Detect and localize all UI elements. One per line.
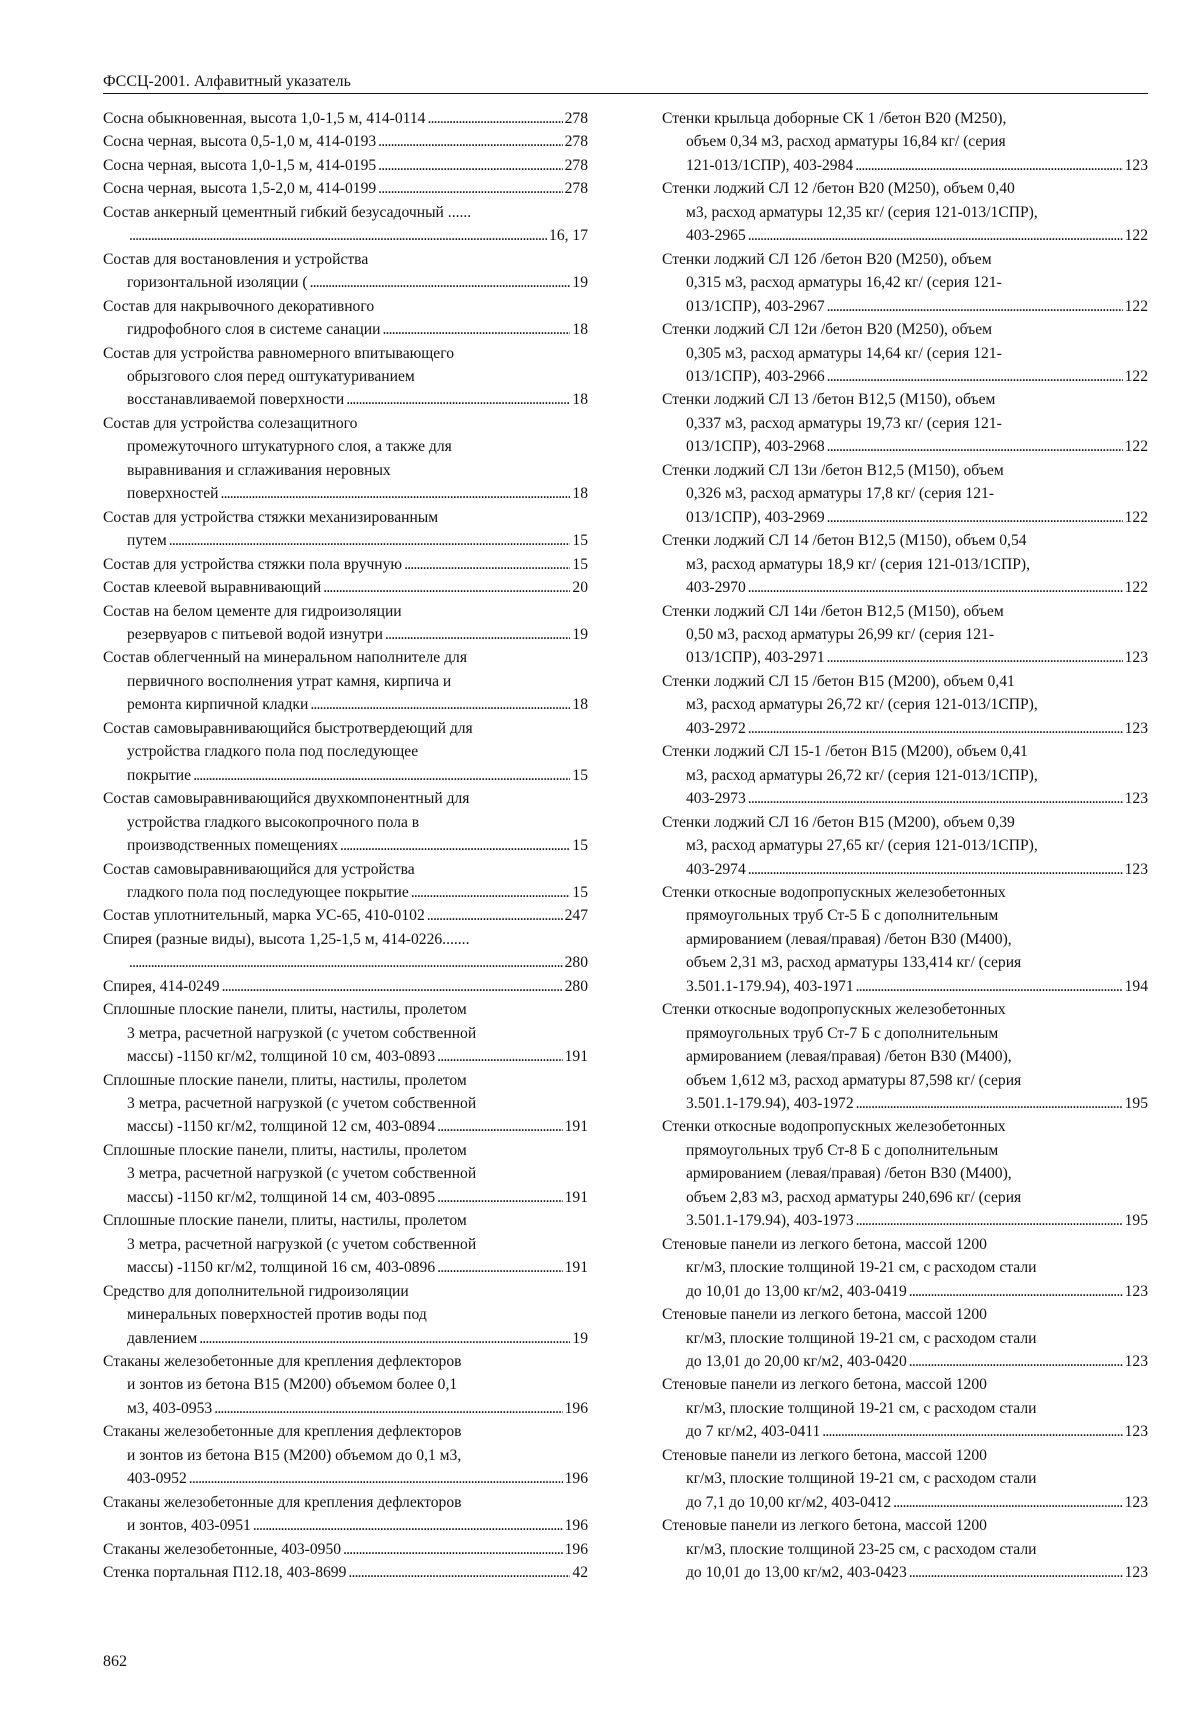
page-reference: 18 [572,321,588,339]
index-entry-text: массы) -1150 кг/м2, толщиной 16 см, 403-0896 [127,1259,436,1277]
index-entry-text: Стенка портальная П12.18, 403-8699 [103,1564,347,1582]
index-entry-text: Сплошные плоские панели, плиты, настилы, пролетом [103,1001,467,1019]
index-entry-text: м3, 403-0953 [127,1399,213,1417]
index-entry-text: устройства гладкого пола под последующее [127,743,419,761]
dot-leader [129,951,563,974]
index-entry-text: объем 2,31 м3, расход арматуры 133,414 кг/ (серия [686,954,1022,972]
dot-leader [404,553,570,576]
page-reference: 196 [564,1470,588,1488]
index-entry [103,248,588,295]
index-entry-text: Стаканы железобетонные для крепления дефлекторов [103,1493,462,1511]
dot-leader [855,154,1122,177]
index-entry-text: 0,50 м3, расход арматуры 26,99 кг/ (серия 121- [686,625,995,643]
index-entry [662,529,1148,599]
index-entry [662,1233,1148,1303]
dot-leader [214,1397,562,1420]
index-entry-text: Сплошные плоские панели, плиты, настилы, пролетом [103,1071,467,1089]
page-reference: 122 [1124,438,1148,456]
page-reference: 122 [1124,367,1148,385]
dot-leader [827,646,1123,669]
dot-leader [385,623,570,646]
page-reference: 18 [572,391,588,409]
index-entry-text: армированием (левая/правая) /бетон В30 (М400), [686,1048,1012,1066]
index-entry-text: кг/м3, плоские толщиной 19-21 см, с расходом стали [686,1259,1037,1277]
index-entry-text: Стенки лоджий СЛ 14 /бетон В12,5 (М150), объем 0,54 [662,532,1027,550]
page-reference: 18 [572,485,588,503]
dot-leader [129,224,547,247]
dot-leader [310,693,570,716]
index-entry [103,1350,588,1420]
index-entry-text: Состав для накрывочного декоративного [103,297,375,315]
index-entry-text: до 10,01 до 13,00 кг/м2, 403-0419 [686,1282,907,1300]
index-entry-text: 403-0952 [127,1470,187,1488]
index-entry-text: восстанавливаемой поверхности [127,391,345,409]
index-entry-text: Стенки лоджий СЛ 13и /бетон В12,5 (М150), объем [662,461,1004,479]
index-entry [662,600,1148,670]
dot-leader [220,482,570,505]
page-reference: 16, 17 [549,227,588,245]
dot-leader [427,904,563,927]
index-entry-text: Стенки лоджий СЛ 14и /бетон В12,5 (М150), объем [662,602,1004,620]
index-entry-text: выравнивания и сглаживания неровных [127,461,391,479]
index-entry-text: Стенки откосные водопропускных железобетонных [662,883,1006,901]
index-entry [103,1209,588,1279]
index-entry-text: Сплошные плоские панели, плиты, настилы, пролетом [103,1212,467,1230]
page-reference: 123 [1124,649,1148,667]
page-reference: 195 [1124,1095,1148,1113]
index-entry-text: 0,305 м3, расход арматуры 14,64 кг/ (серия 121- [686,344,1002,362]
index-entry-text: Сосна черная, высота 1,0-1,5 м, 414-0195 [103,156,377,174]
index-entry [103,998,588,1068]
index-entry [103,717,588,787]
page-reference: 194 [1124,977,1148,995]
index-entry-text: м3, расход арматуры 26,72 кг/ (серия 121-013/1СПР), [686,696,1038,714]
dot-leader [323,576,570,599]
index-entry-text: 013/1СПР), 403-2967 [686,297,825,315]
index-entry-text: поверхностей [127,485,219,503]
index-entry-text: 3.501.1-179.94), 403-1971 [686,977,854,995]
index-entry [103,787,588,857]
index-entry-text: Стеновые панели из легкого бетона, массой 1200 [662,1235,987,1253]
index-entry [103,928,588,975]
index-entry-text: Состав самовыравнивающийся быстротвердеющий для [103,719,473,737]
index-entry-text: первичного восполнения утрат камня, кирпича и [127,672,452,690]
page-reference: 123 [1124,1493,1148,1511]
index-entry-text: 3 метра, расчетной нагрузкой (с учетом собственной [127,1235,477,1253]
page-reference: 15 [572,555,588,573]
dot-leader [348,1561,570,1584]
page-reference: 122 [1124,579,1148,597]
page-reference: 191 [564,1259,588,1277]
index-entry-text: Спирея, 414-0249 [103,977,220,995]
dot-leader [253,1514,563,1537]
page-reference: 123 [1124,1353,1148,1371]
index-entry [103,1069,588,1139]
index-entry-text: до 10,01 до 13,00 кг/м2, 403-0423 [686,1564,907,1582]
index-entry-text: Стеновые панели из легкого бетона, массой 1200 [662,1376,987,1394]
page-reference: 123 [1124,860,1148,878]
index-entry-text: Средство для дополнительной гидроизоляции [103,1282,409,1300]
index-entry-text: Состав облегченный на минеральном наполнителе для [103,649,468,667]
index-entry [662,811,1148,881]
page-reference: 15 [572,837,588,855]
page-reference: 196 [564,1540,588,1558]
index-entry-text: 3 метра, расчетной нагрузкой (с учетом собственной [127,1165,477,1183]
page-reference: 20 [572,579,588,597]
dot-leader [909,1350,1123,1373]
index-entry [103,412,588,506]
index-entry-text: Стенки лоджий СЛ 12и /бетон В20 (М250), объем [662,321,993,339]
index-entry-text: объем 2,83 м3, расход арматуры 240,696 кг/ (серия [686,1188,1022,1206]
index-entry-text: покрытие [127,766,192,784]
index-entry-text: 013/1СПР), 403-2968 [686,438,825,456]
index-entry-text: 013/1СПР), 403-2966 [686,367,825,385]
index-entry-text: производственных помещениях [127,837,338,855]
index-entry-text: 013/1СПР), 403-2969 [686,508,825,526]
index-entry-text: м3, расход арматуры 18,9 кг/ (серия 121-013/1СПР), [686,555,1030,573]
index-entry-text: армированием (левая/правая) /бетон В30 (М400), [686,1165,1012,1183]
index-entry [103,975,588,998]
index-entry-text: 0,315 м3, расход арматуры 16,42 кг/ (серия 121- [686,274,1002,292]
page-reference: 123 [1124,1564,1148,1582]
index-entry [103,904,588,927]
index-entry-text: 013/1СПР), 403-2971 [686,649,825,667]
index-entry-text: Стаканы железобетонные для крепления дефлекторов [103,1423,462,1441]
index-entry [662,248,1148,318]
page-reference: 19 [572,625,588,643]
index-entry-text: Состав на белом цементе для гидроизоляции [103,602,402,620]
dot-leader [827,365,1123,388]
page-reference: 123 [1124,790,1148,808]
index-entry-text: и зонтов из бетона В15 (М200) объемом более 0,1 [127,1376,458,1394]
page-reference: 280 [564,954,588,972]
index-entry [662,998,1148,1115]
dot-leader [340,834,570,857]
index-entry-text: Сосна черная, высота 1,5-2,0 м, 414-0199 [103,180,377,198]
index-entry [662,740,1148,810]
index-entry-text: Стенки откосные водопропускных железобетонных [662,1001,1006,1019]
page-reference: 122 [1124,508,1148,526]
dot-leader [382,318,570,341]
index-entry-text: Стеновые панели из легкого бетона, массой 1200 [662,1306,987,1324]
index-entry-text: давлением [127,1329,198,1347]
index-entry-text: и зонтов из бетона В15 (М200) объемом до 0,1 м3, [127,1446,462,1464]
dot-leader [343,1538,563,1561]
page-reference: 278 [564,180,588,198]
index-entry-text: Сосна обыкновенная, высота 1,0-1,5 м, 414-0114 [103,110,426,127]
index-entry-text: 3.501.1-179.94), 403-1973 [686,1212,854,1230]
index-entry-text: Состав самовыравнивающийся для устройства [103,860,415,878]
page-reference: 15 [572,532,588,550]
page-reference: 280 [564,977,588,995]
index-entry-text: Состав для устройства стяжки пола вручную [103,555,403,573]
page-reference: 123 [1124,719,1148,737]
page-reference: 123 [1124,1423,1148,1441]
index-entry [103,1538,588,1561]
index-entry-text: Стеновые панели из легкого бетона, массой 1200 [662,1517,987,1535]
dot-leader [378,177,562,200]
page-reference: 19 [572,1329,588,1347]
index-entry [103,177,588,200]
index-entry-text: массы) -1150 кг/м2, толщиной 14 см, 403-0895 [127,1188,436,1206]
index-entry-text: устройства гладкого высокопрочного пола в [127,813,420,831]
dot-leader [827,295,1123,318]
index-entry [103,1561,588,1584]
dot-leader [193,764,570,787]
index-entry [662,1514,1148,1584]
page-reference: 278 [564,110,588,127]
index-entry-text: 3 метра, расчетной нагрузкой (с учетом собственной [127,1095,477,1113]
dot-leader [827,506,1123,529]
dot-leader [748,576,1123,599]
page-reference: 123 [1124,1282,1148,1300]
dot-leader [199,1327,570,1350]
index-entry-text: прямоугольных труб Ст-8 Б с дополнительным [686,1141,999,1159]
index-entry [103,506,588,553]
index-entry [662,177,1148,247]
dot-leader [310,271,571,294]
dot-leader [748,787,1123,810]
index-entry-text: Состав для устройства равномерного впитывающего [103,344,455,362]
index-entry-text: кг/м3, плоские толщиной 19-21 см, с расходом стали [686,1329,1037,1347]
index-entry-text: 121-013/1СПР), 403-2984 [686,156,854,174]
index-entry-text: Состав анкерный цементный гибкий безусадочный ...... [103,203,472,221]
index-entry-text: 0,337 м3, расход арматуры 19,73 кг/ (серия 121- [686,414,1002,432]
index-entry [103,1491,588,1538]
index-entry [103,1420,588,1490]
index-entry-text: Состав для устройства солезащитного [103,414,358,432]
index-entry-text: м3, расход арматуры 27,65 кг/ (серия 121-013/1СПР), [686,837,1038,855]
index-entry [103,130,588,153]
index-entry-text: ремонта кирпичной кладки [127,696,309,714]
page-reference: 15 [572,766,588,784]
dot-leader [909,1561,1123,1584]
index-entry [103,107,588,130]
page-reference: 191 [564,1048,588,1066]
page-reference: 196 [564,1399,588,1417]
dot-leader [748,858,1123,881]
dot-leader [378,130,562,153]
index-entry [103,646,588,716]
index-entry-text: путем [127,532,167,550]
index-entry-text: Состав самовыравнивающийся двухкомпонентный для [103,790,470,808]
index-column-left [103,107,588,1585]
index-entry-text: Стеновые панели из легкого бетона, массой 1200 [662,1446,987,1464]
index-entry-text: Стенки лоджий СЛ 15 /бетон В15 (М200), объем 0,41 [662,672,1015,690]
index-entry-text: армированием (левая/правая) /бетон В30 (М400), [686,930,1012,948]
dot-leader [893,1491,1122,1514]
page-reference: 191 [564,1188,588,1206]
index-entry-text: кг/м3, плоские толщиной 19-21 см, с расходом стали [686,1470,1037,1488]
dot-leader [748,224,1123,247]
dot-leader [748,717,1123,740]
index-entry [103,553,588,576]
index-entry-text: Стенки лоджий СЛ 16 /бетон В15 (М200), объем 0,39 [662,813,1015,831]
index-entry-text: Стенки лоджий СЛ 13 /бетон В12,5 (М150), объем [662,391,996,409]
index-entry [662,1373,1148,1443]
index-entry-text: Стаканы железобетонные для крепления дефлекторов [103,1353,462,1371]
page-reference: 122 [1124,227,1148,245]
index-entry [662,107,1148,177]
dot-leader [909,1280,1123,1303]
index-entry [103,1280,588,1350]
page-reference: 278 [564,156,588,174]
page-number: 862 [103,1653,127,1670]
page-reference: 123 [1124,156,1148,174]
index-entry [103,1139,588,1209]
index-entry-text: до 7 кг/м2, 403-0411 [686,1423,821,1441]
page-reference: 15 [572,883,588,901]
index-entry [103,342,588,412]
index-entry-text: промежуточного штукатурного слоя, а также для [127,438,452,456]
page-reference: 18 [572,696,588,714]
page-reference: 196 [564,1517,588,1535]
page-reference: 278 [564,133,588,151]
page-reference: 19 [572,274,588,292]
index-entry-text: объем 0,34 м3, расход арматуры 16,84 кг/ (серия [686,133,1006,151]
dot-leader [856,1209,1123,1232]
index-entry [662,388,1148,458]
index-entry-text: массы) -1150 кг/м2, толщиной 12 см, 403-0894 [127,1118,436,1136]
index-entry-text: Состав для устройства стяжки механизированным [103,508,439,526]
index-entry-text: 403-2974 [686,860,746,878]
index-entry-text: Сосна черная, высота 0,5-1,0 м, 414-0193 [103,133,377,151]
index-entry-text: Стенки лоджий СЛ 15-1 /бетон В15 (М200), объем 0,41 [662,743,1028,761]
dot-leader [427,107,562,130]
index-entry-text: горизонтальной изоляции ( [127,274,308,292]
index-entry-text: обрызгового слоя перед оштукатуриванием [127,367,415,385]
index-entry [662,881,1148,998]
index-entry [662,1444,1148,1514]
index-entry-text: Сплошные плоские панели, плиты, настилы, пролетом [103,1141,467,1159]
index-entry-text: прямоугольных труб Ст-7 Б с дополнительным [686,1024,999,1042]
index-entry [103,154,588,177]
dot-leader [856,975,1123,998]
index-entry-text: 3.501.1-179.94), 403-1972 [686,1095,854,1113]
index-entry [103,858,588,905]
index-entry-text: Стаканы железобетонные, 403-0950 [103,1540,342,1558]
index-entry-text: минеральных поверхностей против воды под [127,1306,427,1324]
page-reference: 247 [564,907,588,925]
dot-leader [169,529,571,552]
dot-leader [437,1186,562,1209]
index-entry [662,459,1148,529]
dot-leader [437,1115,562,1138]
index-entry [103,295,588,342]
index-entry [103,201,588,248]
index-entry-text: 0,326 м3, расход арматуры 17,8 кг/ (серия 121- [686,485,995,503]
dot-leader [827,435,1123,458]
index-entry-text: 403-2965 [686,227,746,245]
index-entry [662,318,1148,388]
dot-leader [437,1256,562,1279]
dot-leader [189,1467,563,1490]
index-entry [662,670,1148,740]
page-reference: 191 [564,1118,588,1136]
page-reference: 195 [1124,1212,1148,1230]
index-entry-text: 3 метра, расчетной нагрузкой (с учетом собственной [127,1024,477,1042]
dot-leader [856,1092,1123,1115]
index-entry-text: м3, расход арматуры 26,72 кг/ (серия 121-013/1СПР), [686,766,1038,784]
index-entry-text: м3, расход арматуры 12,35 кг/ (серия 121-013/1СПР), [686,203,1038,221]
index-entry-text: до 7,1 до 10,00 кг/м2, 403-0412 [686,1493,892,1511]
index-entry-text: и зонтов, 403-0951 [127,1517,251,1535]
dot-leader [822,1420,1122,1443]
index-entry-text: 403-2973 [686,790,746,808]
index-entry-text: кг/м3, плоские толщиной 19-21 см, с расходом стали [686,1399,1037,1417]
index-entry-text: Стенки крыльца доборные СК 1 /бетон В20 (М250), [662,110,1007,127]
dot-leader [437,1045,562,1068]
index-entry-text: 403-2970 [686,579,746,597]
index-entry-text: Состав клеевой выравнивающий [103,579,322,597]
index-entry-text: Стенки лоджий СЛ 12б /бетон В20 (М250), объем [662,250,992,268]
dot-leader [411,881,571,904]
index-entry [103,576,588,599]
index-entry-text: Стенки откосные водопропускных железобетонных [662,1118,1006,1136]
index-entry-text: Стенки лоджий СЛ 12 /бетон В20 (М250), объем 0,40 [662,180,1015,198]
index-entry [103,600,588,647]
index-entry-text: Состав уплотнительный, марка УС-65, 410-0102 [103,907,425,925]
running-header: ФССЦ-2001. Алфавитный указатель [103,72,1148,94]
index-entry-text: гидрофобного слоя в системе санации [127,321,381,339]
index-entry [662,1303,1148,1373]
index-column-right [662,107,1148,1585]
index-entry-text: 403-2972 [686,719,746,737]
dot-leader [222,975,563,998]
index-entry-text: объем 1,612 м3, расход арматуры 87,598 кг/ (серия [686,1071,1022,1089]
index-entry [662,1115,1148,1232]
index-entry-text: Состав для востановления и устройства [103,250,369,268]
index-entry-text: кг/м3, плоские толщиной 23-25 см, с расходом стали [686,1540,1037,1558]
dot-leader [378,154,562,177]
page-reference: 42 [572,1564,588,1582]
index-entry-text: гладкого пола под последующее покрытие [127,883,409,901]
index-entry-text: прямоугольных труб Ст-5 Б с дополнительным [686,907,999,925]
index-entry-text: массы) -1150 кг/м2, толщиной 10 см, 403-0893 [127,1048,436,1066]
index-entry-text: до 13,01 до 20,00 кг/м2, 403-0420 [686,1353,907,1371]
page-reference: 122 [1124,297,1148,315]
dot-leader [346,388,570,411]
index-entry-text: Спирея (разные виды), высота 1,25-1,5 м, 414-0226....... [103,930,470,948]
index-entry-text: резервуаров с питьевой водой изнутри [127,625,384,643]
